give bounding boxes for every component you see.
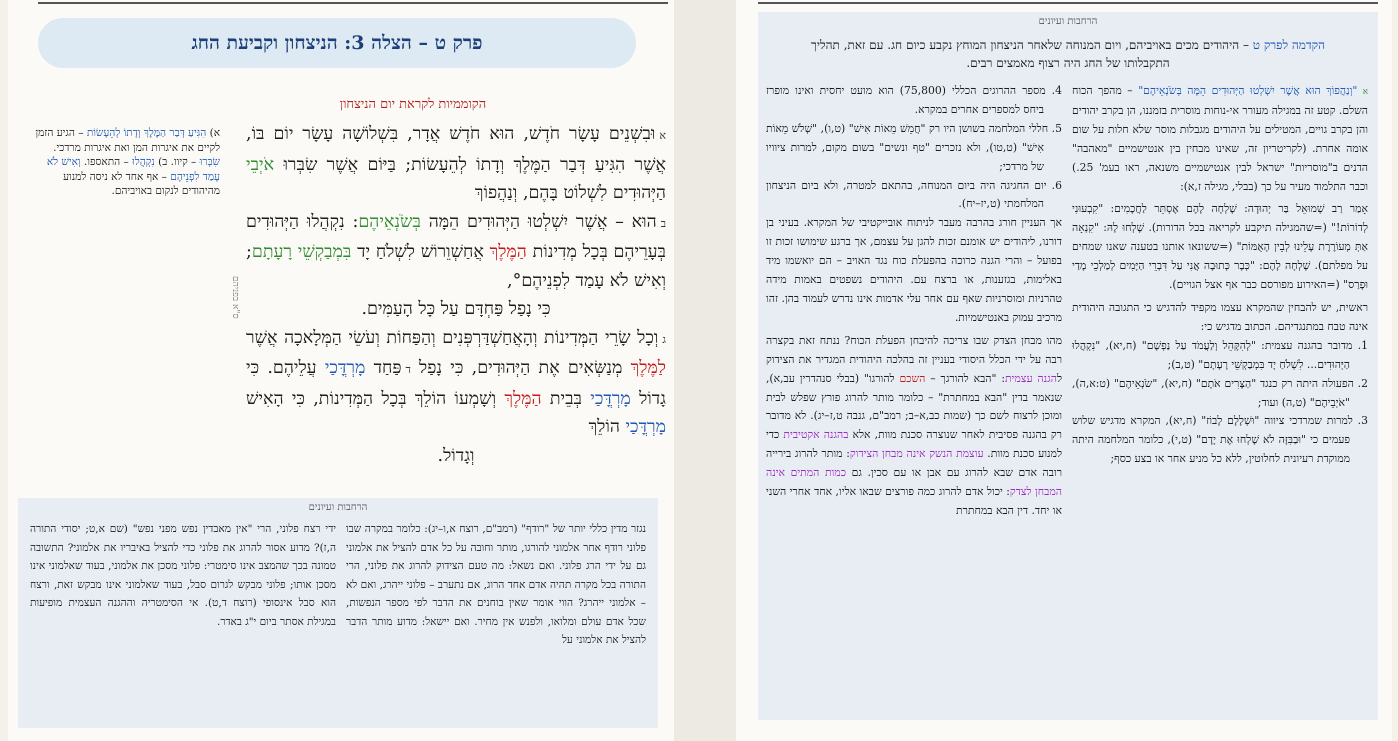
side-glossary-notes — [30, 126, 220, 199]
quote-reversal: "וְנַהֲפוֹךְ הוּא אֲשֶׁר יִשְׁלְטוּ הַיְּהוּדִים הֵמָּה בְּשֹׂנְאֵיהֶם" — [1138, 84, 1358, 97]
margin-variant-note: ס"א בפניהם — [230, 276, 240, 319]
keyword-haters: בְּשֹׂנְאֵיהֶם — [358, 211, 421, 232]
keyword-mordechai: מָרְדֳּכַי — [590, 388, 631, 409]
highlight-weapon-force: עוצמת הנשק אינה מבחן הצידוק — [849, 447, 984, 461]
note-quote: הִגִּיעַ דְּבַר הַמֶּלֶךְ וְדָתוֹ לְהֵעָשׂוֹת — [86, 127, 207, 139]
top-rule — [38, 2, 668, 4]
list-item: 2. הפעולה היתה רק כנגד "הַצָּרִים אֹתָם" (ח,יא), "שֹׂנְאֵיהֶם" (ט:א,ה), "אֹיְבֵיהֶם" (ט,ה) ועוד; — [1072, 376, 1368, 409]
verse-number: ג — [662, 332, 666, 346]
main-text — [246, 120, 666, 470]
talmud-quote: אָמַר רַב שְׁמוּאֵל בַּר יְהוּדָה: שָׁלְחָה לָהֶם אֶסְתֵּר לַחֲכָמִים: "קִבְעוּנִי לְדוֹרוֹת!" (=שהמגילה תיקבע לקריאה בכל הדורות). שָׁלְחוּ לָהּ: "קִנְאָה אַתְּ מְעוֹרֶרֶת עָלֵינוּ לְבֵין הָאֻמּוֹת" (=ששונאו אותנו בטענה שאנו שמחים על מפלתם). שָׁלְחָה לָהֶם: "כְּבָר כְּתוּבָה אֲנִי עַל דִּבְרֵי הַיָּמִים לְמַלְכֵי מָדַי וּפָרַס" (=האירוע מפורסם כבר אף אצל הגויים). — [1072, 202, 1368, 292]
verse-1: אוּבִשְׁנֵים עָשָׂר חֹדֶשׁ, הוּא חֹדֶשׁ אֲדָר, בִּשְׁלוֹשָׁה עָשָׂר יוֹם בּוֹ, אֲשֶׁר הִגִּיעַ דְּבַר הַמֶּלֶךְ וְדָתוֹ לְהֵעָשׂוֹת; בַּיּוֹם אֲשֶׁר שִׂבְּרוּ אֹיְבֵי הַיְּהוּדִים לִשְׁלוֹט בָּהֶם, וְנַהֲפוֹךְ — [246, 124, 666, 203]
highlight-active-defense: בהגנה אקטיבית — [783, 428, 849, 442]
chapter-intro — [798, 36, 1338, 72]
note-mark: ב) — [158, 156, 168, 168]
book-gutter — [674, 0, 736, 741]
keyword-mordechai: מָרְדֳּכַי — [324, 358, 366, 378]
box-title: הרחבות ועיונים — [1038, 16, 1098, 27]
list-item: 6. יום החגיגה היה ביום המנוחה, בהתאם למטרה, ולא ביום הניצחון המלחמתי (ט,יז–יח). — [766, 178, 1062, 211]
note-text: – אף אחד לא ניסה למנוע מהיהודים לנקום באויביהם. — [63, 170, 220, 197]
box-column-left: 4. מספר ההרוגים הכללי (75,800) הוא מועט יחסית ואינו מופרז ביחס למספרים אחרים במקרא. 5. חללי המלחמה בשושן היו רק "חֲמֵשׁ מֵאוֹת אִישׁ" (ט,ו), "שְׁלֹשׁ מֵאוֹת אִישׁ" (ט,טו), ולא נזכרים "טף ונשים" בשום מקום, למרות ציוויו של מרדכי; 6. יום החגיגה היה ביום המנוחה, בהתאם למטרה, ולא ביום הניצחון המלחמתי (ט,יז–יח). אך העניין חורג בהרבה מעבר לניתוח אובייקטיבי של המקרא. בעיני בן דורנו, ליהודים יש אומנם זכות להגן על עצמם, אך ברגע שימושו זכות זו בפועל – והרי הגנה כרוכה בהפעלת כוח נגד האויב – הם יואשמו מיד באלימות, בגזענות, או ברצח עם. היהודים נשפטים באמות מידה טהרניות ומוסרניות שאף עם אחר עלי אדמות אינו נדרש לעמוד בהן. זהו מרכיב עמוק באנטישמיות. מהו מבחן הצדק שבו צריכה להיבחן הפעלת הכוח? ננתח זאת בקצרה רבה על ידי הכלל היסודי בעניין זה בהלכה היהודית המגדיר את הצידוק להגנה עצמית: "הבא להורגך – השכם להורגו" (בבלי סנהדרין עב,א), שנאמר בדין "הבא במחתרת" – כלומר מותר להרוג פורץ שפלש לבית ומוכן לרצוח לשם כך (שמות כב,א–ב; רמב"ם, גנבה ט,ז–יג). לא מדובר רק בהגנה פסיבית לאחר שנוצרה סכנת מוות, אלא בהגנה אקטיבית כדי למנוע סכנת מוות. עוצמת הנשק אינה מבחן הצידוק: מותר להרוג בירייה רובה אדם שבא להרוג עם אבן או עם סכין. גם כמות המתים אינה המבחן לצדק: יכול אדם להרוג כמה פורצים שבאו אליו, אחד אחרי השני או יחד. דין הבא במחתרת — [766, 84, 1063, 517]
top-rule — [758, 2, 1378, 4]
verse-number: ב — [660, 216, 666, 230]
keyword-king: הַמֶּלֶךְ — [504, 388, 542, 409]
verse-number: ד — [405, 363, 411, 376]
expansion-box — [758, 12, 1378, 720]
keyword-king: הַמֶּלֶךְ — [489, 242, 527, 262]
note-text: – התאספו. — [83, 156, 129, 168]
highlight-self-defense: הגנה עצמית — [1004, 371, 1057, 385]
list-item: 5. חללי המלחמה בשושן היו רק "חֲמֵשׁ מֵאוֹת אִישׁ" (ט,ו), "שְׁלֹשׁ מֵאוֹת אִישׁ" (ט,טו), ולא נזכרים "טף ונשים" בשום מקום, למרות ציוויו של מרדכי; — [766, 121, 1062, 173]
expansion-box — [18, 498, 658, 728]
chapter-title-banner: פרק ט – הצלה 3: הניצחון וקביעת החג — [38, 18, 636, 68]
note-quote: שִׂבְּרוּ — [199, 156, 220, 168]
intro-label: הקדמה לפרק ט — [1252, 38, 1325, 52]
left-page — [8, 0, 674, 741]
verse-number: א — [659, 129, 666, 142]
box-title: הרחבות ועיונים — [308, 502, 368, 513]
note-quote: נִקְהֲלוּ — [132, 156, 155, 168]
box-column-left: ידי רצח פלוני, הרי "אין מאבדין נפש מפני נפש" (שם א,ט; יסודי התורה ה,ז)? מדוע אסור להרוג את פלוני כדי להציל באיבריו את אלמוני? התשובה טמונה בכך שהמצב אינו סימטרי: פלוני מסכן את אלמוני, בעוד שאלמוני אינו מסכן אותו; פלוני מבקש לגרום סבל, בעוד שאלמוני אינו מבקש זאת, ורצח הוא סבל אינסופי (רוצח ד,ט). אי הסימטריה וההגנה העצמית מופיעות במגילת אסתר ביום י"ג באדר. — [30, 523, 336, 628]
verse-2: בהוּא – אֲשֶׁר יִשְׁלְטוּ הַיְּהוּדִים הֵמָּה בְּשֹׂנְאֵיהֶם: נִקְהֲלוּ הַיְּהוּדִים בְּעָרֵיהֶם בְּכָל מְדִינוֹת הַמֶּלֶךְ אֲחַשְׁוֵרוֹשׁ לִשְׁלֹחַ יָד בִּמְבַקְשֵׁי רָעָתָם; וְאִישׁ לֹא עָמַד לִפְנֵיהֶם°, כִּי נָפַל פַּחְדָּם עַל כָּל הָעַמִּים. — [246, 211, 666, 319]
intro-text: – היהודים מכים באויביהם, ויום המנוחה שלאחר הניצחון המוחץ נקבע כיום חג. עם זאת, תהליך התקבלותו של החג היה רצוף מאמצים רבים. — [811, 38, 1249, 70]
list-item: 1. מדובר בהגנה עצמית: "לְהִקָּהֵל וְלַעֲמֹד עַל נַפְשָׁם" (ח,יא), "נִקְהֲלוּ הַיְּהוּדִים... לִשְׁלֹחַ יָד בִּמְבַקְשֵׁי רָעָתָם" (ט,ב); — [1072, 338, 1368, 371]
keyword-seekers: בִּמְבַקְשֵׁי רָעָתָם — [251, 242, 352, 262]
verse-3: גוְכָל שָׂרֵי הַמְּדִינוֹת וְהָאֲחַשְׁדַּרְפְּנִים וְהַפַּחוֹת וְעֹשֵׂי הַמְּלָאכָה אֲשֶׁר לַמֶּלֶךְ מְנַשְּׂאִים אֶת הַיְּהוּדִים, כִּי נָפַל דפַּחַד מָרְדֳּכַי עֲלֵיהֶם. כִּי גָדוֹל מָרְדֳּכַי בְּבֵית הַמֶּלֶךְ וְשָׁמְעוֹ הוֹלֵךְ בְּכָל הַמְּדִינוֹת, כִּי הָאִישׁ מָרְדֳּכַי הוֹלֵךְ וְגָדוֹל. — [246, 327, 666, 466]
keyword-king: לַמֶּלֶךְ — [630, 358, 666, 378]
note-quote: וְאִישׁ לֹא עָמַד לִפְנֵיהֶם — [46, 156, 220, 183]
right-page — [736, 0, 1392, 741]
section-heading: הקוממיות לקראת יום הניצחון — [339, 97, 487, 112]
highlight-preempt: השכם — [899, 371, 926, 385]
keyword-enemies: אֹיְבֵי — [246, 154, 275, 175]
keyword-mordechai: מָרְדֳּכַי — [625, 417, 666, 437]
note-mark: א) — [209, 127, 220, 139]
list-item: 3. למרות שמרדכי ציווה "וּשְׁלָלָם לָבוֹז" (ח,יא), המקרא מדגיש שלוש פעמים כי "וּבַבִּזָּה לֹא שָׁלְחוּ אֶת יָדָם" (ט,י), כלומר המלחמה היתה ממוקדת רעיונית לחלוטין, ללא כל מניע אחר או בצע כסף; — [1072, 414, 1368, 466]
note-text: – הגיע הזמן לקיים את איגרות המן ואת איגרות מרדכי. — [35, 127, 220, 154]
note-text: – קיוו. — [170, 156, 197, 168]
list-item: 4. מספר ההרוגים הכללי (75,800) הוא מועט יחסית ואינו מופרז ביחס למספרים אחרים במקרא. — [766, 84, 1062, 116]
box-column-right: א "וְנַהֲפוֹךְ הוּא אֲשֶׁר יִשְׁלְטוּ הַיְּהוּדִים הֵמָּה בְּשֹׂנְאֵיהֶם" – מהפך הכוח השלם. קטע זה במגילה מעורר אי-נוחות מוסרית בזמננו, הן בקרב יהודים והן בקרב גויים, המטילים על היהודים מגבלות מוסר שלא חלות על שום אומה אחרת. (לקריטריון זה, שאינו מבחין בין אנטישמיים "מאהבה" הדנים ב"מוסריות" ישראל לבין אנטישמיים משנאה, ראו בעמ' 25.) וכבר התלמוד מעיר על כך (בבלי, מגילה ז,א): אָמַר רַב שְׁמוּאֵל בַּר יְהוּדָה: שָׁלְחָה לָהֶם אֶסְתֵּר לַחֲכָמִים: "קִבְעוּנִי לְדוֹרוֹת!" (=שהמגילה תיקבע לקריאה בכל הדורות). שָׁלְחוּ לָהּ: "קִנְאָה אַתְּ מְעוֹרֶרֶת עָלֵינוּ לְבֵין הָאֻמּוֹת" (=ששונאו אותנו בטענה שאנו שמחים על מפלתם). שָׁלְחָה לָהֶם: "כְּבָר כְּתוּבָה אֲנִי עַל דִּבְרֵי הַיָּמִים לְמַלְכֵי מָדַי וּפָרַס" (=האירוע מפורסם כבר אף אצל הגויים). ראשית, יש להבחין שהמקרא עצמו מקפיד להדגיש כי התגובה היהודית אינה טבח במתנגדיהם. הכתוב מדגיש כי: 1. מדובר בהגנה עצמית: "לְהִקָּהֵל וְלַעֲמֹד עַל נַפְשָׁם" (ח,יא), "נִקְהֲלוּ הַיְּהוּדִים... לִשְׁלֹחַ יָד בִּמְבַקְשֵׁי רָעָתָם" (ט,ב); 2. הפעולה היתה רק כנגד "הַצָּרִים אֹתָם" (ח,יא), "שֹׂנְאֵיהֶם" (ט:א,ה), "אֹיְבֵיהֶם" (ט,ה) ועוד; 3. למרות שמרדכי ציווה "וּשְׁלָלָם לָבוֹז" (ח,יא), המקרא מדגיש שלוש פעמים כי "וּבַבִּזָּה לֹא שָׁלְחוּ אֶת יָדָם" (ט,י), כלומר המלחמה היתה ממוקדת רעיונית לחלוטין, ללא כל מניע אחר או בצע כסף; — [1072, 82, 1368, 469]
box-column-right: נגזר מדין כללי יותר של "רודף" (רמב"ם, רוצח א,ו–יג): כלומר במקרה שבו פלוני רודף אחר אלמוני להורגו, מותר וחובה על כל אדם להציל את אלמוני גם על ידי הרג פלוני. ואם נשאל: מה טעם הצידוק להרוג את פלוני, הרי התורה בכל מקרה תהיה אדם אחד הרוג, אם נתערב – פלוני ייהרג, ואם לא – אלמוני ייהרג? הווי אומר שאין בוחנים את הדבר לפי מספר הנפשות, שכל אדם עולם ומלואו, ולפנש אין מחיר. ואם יישאל: מדוע מותר הדבר להציל את אלמוני על — [346, 523, 646, 646]
highlight-death-count: כמות המתים אינה המבחן לצדק — [766, 466, 1062, 499]
note-mark: א — [1362, 87, 1368, 97]
